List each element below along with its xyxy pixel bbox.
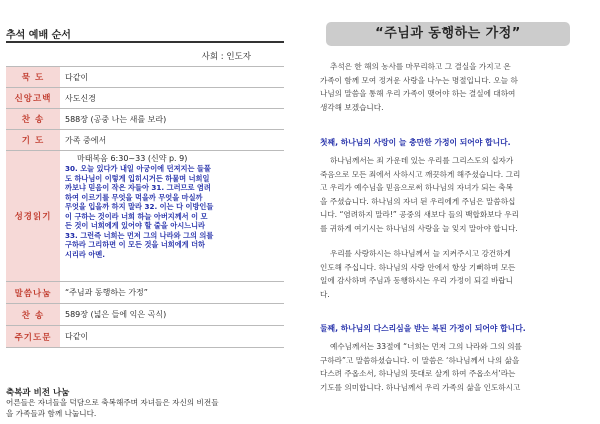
scripture-reference: 마태복음 6:30~33 (신약 p. 9) <box>77 154 188 163</box>
order-value: “주님과 동행하는 가정” <box>60 282 284 304</box>
order-value: 다같이 <box>60 67 284 88</box>
order-value: 다같이 <box>60 326 284 348</box>
title-divider <box>6 41 284 43</box>
order-label: 주기도문 <box>6 326 60 348</box>
sermon-title: “주님과 동행하는 가정” <box>326 22 570 46</box>
presider-label: 사회 : 인도자 <box>201 52 251 62</box>
order-value: 588장 (공중 나는 새를 보라) <box>60 109 284 130</box>
blessing-text: 어른들은 자녀들을 덕담으로 축복해주며 자녀들은 자신의 비전들 을 가족들과 함께 나눕니다. <box>6 398 219 418</box>
order-row <box>6 88 284 109</box>
order-label: 기 도 <box>6 130 60 151</box>
blessing-title: 축복과 비전 나눔 <box>6 388 70 398</box>
worship-order-panel <box>0 0 285 424</box>
order-row <box>6 282 284 304</box>
sermon-intro: 추석은 한 해의 농사를 마무리하고 그 결실을 가지고 온 가족이 함께 모여 정겨운 사랑을 나누는 명절입니다. 오늘 하 나님의 말씀을 통해 우리 가족이 맺어야 하는 결실에 대하여 생각해 보겠습니다. <box>320 62 518 112</box>
order-value: 사도신경 <box>60 88 284 109</box>
sermon-point-1-title: 첫째, 하나님의 사랑이 늘 충만한 가정이 되어야 합니다. <box>320 138 511 147</box>
order-row <box>6 130 284 151</box>
sermon-point-2-title: 둘째, 하나님의 다스리심을 받는 복된 가정이 되어야 합니다. <box>320 324 526 333</box>
sermon-panel <box>308 0 600 424</box>
order-label: 말씀나눔 <box>6 282 60 304</box>
sermon-point-2-body: 예수님께서는 33절에 “너희는 먼저 그의 나라와 그의 의를 구하라”고 말씀하셨습니다. 이 말씀은 ‘하나님께서 나의 삶을 다스려 주옵소서, 하나님의 뜻대로 살게 하여 주옵소서’라는 기도를 의미합니다. 하나님께서 우리 가족의 삶을 인도하시고 <box>320 342 522 392</box>
scripture-text: 30. 오늘 있다가 내일 아궁이에 던져지는 들풀 도 하나님이 이렇게 입히시거든 하물며 너희일 까보냐 믿음이 작은 자들아 31. 그러므로 염려 하여 이르기를 무엇을 먹을까 무엇을 마실까 무엇을 입을까 하지 말라 32. 이는 다 이방인들 이 구하는 것이라 너희 하늘 아버지께서 이 모 든 것이 너희에게 있어야 할 줄을 아시느니라 33. 그런즉 너희는 먼저 그의 나라와 그의 의를 구하라 그리하면 이 모든 것을 너희에게 더하 시리라 아멘. <box>65 164 214 259</box>
worship-order-title: 추석 예배 순서 <box>6 30 71 41</box>
order-row <box>6 304 284 326</box>
sermon-point-1-body: 하나님께서는 죄 가운데 있는 우리를 그리스도의 십자가 죽음으로 모든 죄에서 사하시고 깨끗하게 해주셨습니다. 그리 고 우리가 예수님을 믿음으로써 하나님의 자녀가 되는 축복 을 주셨습니다. 하나님의 자녀 된 우리에게 주님은 말씀하십 니다. “염려하지 말라!” 공중의 새보다 들의 백합화보다 우리 를 귀하게 여기시는 하나님의 사랑을 늘 잊지 말아야 합니다. <box>320 156 521 233</box>
order-row <box>6 67 284 88</box>
order-value: 589장 (넓은 들에 익은 곡식) <box>60 304 284 326</box>
order-row <box>6 326 284 348</box>
worship-order-table <box>6 66 284 348</box>
order-label: 찬 송 <box>6 304 60 326</box>
order-label: 찬 송 <box>6 109 60 130</box>
order-row <box>6 109 284 130</box>
sermon-point-1-continued: 우리를 사랑하시는 하나님께서 늘 지켜주시고 강건하게 인도해 주십니다. 하나님의 사랑 안에서 항상 기뻐하며 모든 일에 감사하며 주님과 동행하시는 우리 가정이 되길 바랍니 다. <box>320 249 516 299</box>
order-row-scripture <box>6 151 284 282</box>
order-label: 신앙고백 <box>6 88 60 109</box>
order-value: 가족 중에서 <box>60 130 284 151</box>
order-label: 성경읽기 <box>6 151 60 282</box>
order-label: 묵 도 <box>6 67 60 88</box>
